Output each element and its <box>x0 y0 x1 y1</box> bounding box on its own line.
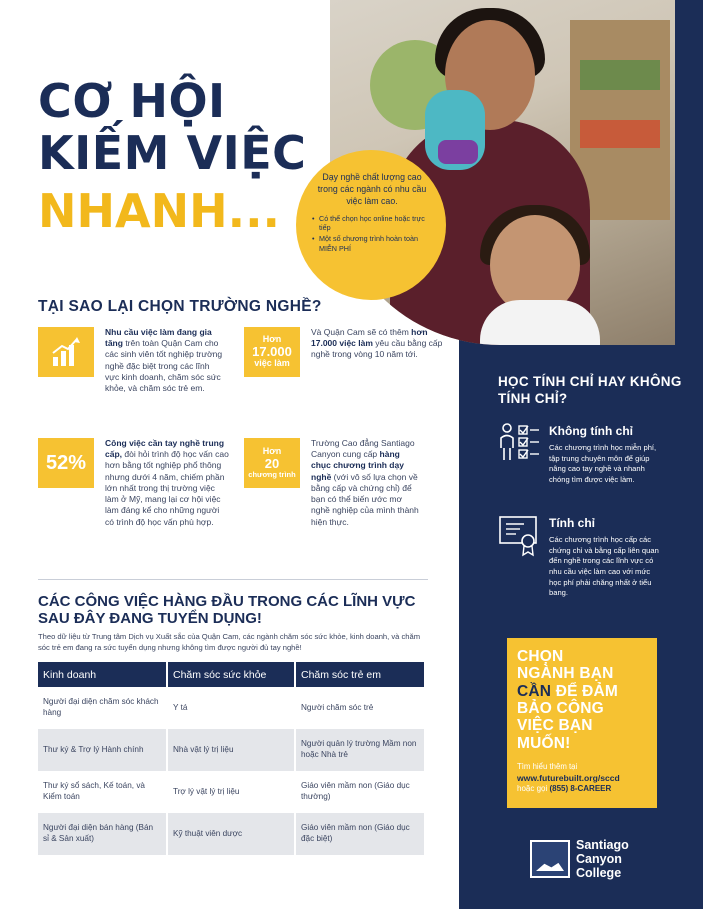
table-cell: Thư ký & Trợ lý Hành chính <box>38 729 168 771</box>
why-block-2-a: Và Quận Cam sẽ có thêm <box>311 327 412 337</box>
top-jobs-title: CÁC CÔNG VIỆC HÀNG ĐẦU TRONG CÁC LĨNH VỰC SAU ĐÂY ĐANG TUYỂN DỤNG! <box>38 593 416 628</box>
noncredit-title: Không tính chỉ <box>549 424 633 438</box>
table-cell: Giáo viên mầm non (Giáo dục đặc biệt) <box>296 813 426 855</box>
college-name <box>576 838 629 880</box>
why-block-1 <box>105 327 225 394</box>
photo-shelf-books <box>580 60 660 90</box>
college-logo <box>530 838 629 880</box>
table-header: Chăm sóc trẻ em <box>296 662 426 687</box>
why-block-4-bold: hàng chục chương trình dạy nghề <box>311 449 404 482</box>
percent-tile: 52% <box>38 438 94 488</box>
why-block-2 <box>311 327 451 361</box>
bubble-point: • Có thể chọn học online hoặc trực tiếp <box>312 214 432 233</box>
table-cell: Người đại diện bán hàng (Bán sỉ & Sản xuất) <box>38 813 168 855</box>
why-block-3-text: đòi hỏi trình độ học vấn cao hơn bằng tốt nghiệp phổ thông nhưng dưới 4 năm, chiếm phần lớn nhất trong thị trường việc làm ở Mỹ, mang lại cơ hội việc làm đáng kể cho những người có trình độ học vấn phù hợp. <box>105 449 229 527</box>
college-name-line-1: Santiago <box>576 838 629 852</box>
certificate-icon <box>497 513 541 557</box>
why-block-4 <box>311 438 419 528</box>
cta-line-3-rest: ĐỂ ĐẢM <box>551 682 619 700</box>
cta-line-2: NGÀNH BẠN <box>517 665 614 683</box>
top-jobs-intro: Theo dữ liệu từ Trung tâm Dịch vụ Xuất sắc của Quận Cam, các ngành chăm sóc sức khỏe, kinh doanh, và chăm sóc trẻ em đang ra sức tuyển dụng nhưng không tìm được người đủ tay nghề! <box>38 632 421 652</box>
college-name-line-2: Canyon <box>576 852 622 866</box>
noncredit-text: Các chương trình học miễn phí, tập trung chuyên môn để giúp nâng cao tay nghề và nhanh chóng tìm được việc làm. <box>549 443 657 484</box>
tile-2-number: 17.000 <box>252 343 292 359</box>
credit-title: Tính chỉ <box>549 516 595 530</box>
growth-tile <box>38 327 94 377</box>
info-bubble <box>296 150 446 300</box>
table-row <box>38 729 426 771</box>
bubble-list <box>312 214 432 253</box>
tile-4-top: Hơn <box>262 445 282 456</box>
why-block-4-text: (với vô số lựa chọn về bằng cấp và chứng chỉ) để bạn có thể biến ước mơ nghề nghiệp của mình thành hiện thực. <box>311 471 419 527</box>
why-block-1-bold: Nhu cầu việc làm đang gia tăng <box>105 327 212 349</box>
headline-line-2: KIẾM VIỆC <box>38 126 307 180</box>
table-row <box>38 771 426 813</box>
bubble-title: Dạy nghề chất lượng cao trong các ngành có nhu cầu việc làm cao. <box>317 172 427 206</box>
cta-box <box>507 638 657 808</box>
cta-line-5: VIỆC BẠN <box>517 717 593 735</box>
jobs-table <box>38 662 426 855</box>
table-cell: Kỹ thuật viên dược <box>168 813 296 855</box>
college-name-line-3: College <box>576 866 622 880</box>
mountain-logo-icon <box>530 840 570 878</box>
table-cell: Người quản lý trường Mầm non hoặc Nhà trẻ <box>296 729 426 771</box>
checklist-person-icon <box>497 420 541 464</box>
headline-line-1: CƠ HỘI <box>38 74 226 128</box>
headline-line-3: NHANH... <box>38 184 281 238</box>
table-cell: Trợ lý vật lý trị liệu <box>168 771 296 813</box>
tile-2-bottom: việc làm <box>254 358 290 369</box>
why-block-3-bold: Công việc cần tay nghề trung cấp, <box>105 438 225 460</box>
table-cell: Thư ký sổ sách, Kế toán, và Kiểm toán <box>38 771 168 813</box>
cta-call <box>517 784 647 793</box>
why-block-2-text: yêu cầu bằng cấp nghề trong vòng 10 năm tới. <box>311 338 443 360</box>
why-section-title: TẠI SAO LẠI CHỌN TRƯỜNG NGHỀ? <box>38 298 322 315</box>
photo-girl-body <box>480 300 600 345</box>
credit-section-title: HỌC TÍNH CHỈ HAY KHÔNG TÍNH CHỈ? <box>498 374 682 406</box>
programs-tile <box>244 438 300 488</box>
bubble-point: • Một số chương trình hoàn toàn MIỄN PHÍ <box>312 234 432 253</box>
why-block-2-bold: hơn 17.000 việc làm <box>311 327 428 349</box>
table-cell: Nhà vật lý trị liệu <box>168 729 296 771</box>
tile-4-bottom: chương trình <box>248 469 296 479</box>
cta-url-link[interactable]: www.futurebuilt.org/sccd <box>517 773 620 784</box>
growth-chart-icon <box>49 335 83 369</box>
why-block-4-a: Trường Cao đẳng Santiago Canyon cung cấp <box>311 438 415 460</box>
table-header: Kinh doanh <box>38 662 168 687</box>
cta-line-6: MUỐN! <box>517 734 571 752</box>
tile-4-number: 20 <box>264 455 280 471</box>
table-header-row <box>38 662 426 687</box>
cta-heading <box>517 648 647 752</box>
table-cell: Người chăm sóc trẻ <box>296 687 426 729</box>
cta-phone-link[interactable]: (855) 8-CAREER <box>549 784 612 794</box>
credit-text: Các chương trình học cấp các chứng chỉ và bằng cấp liên quan đến nghề trong các lĩnh vực có nhu cầu việc làm cao với mức học phí phải chăng nhất ở tiểu bang. <box>549 535 659 598</box>
table-header: Chăm sóc sức khỏe <box>168 662 296 687</box>
photo-glove-cuff <box>438 140 478 164</box>
photo-shelf-books-2 <box>580 120 660 148</box>
tile-2-top: Hơn <box>262 333 282 344</box>
cta-learn-more: Tìm hiểu thêm tại <box>517 762 578 772</box>
table-cell: Người đại diện chăm sóc khách hàng <box>38 687 168 729</box>
table-row <box>38 813 426 855</box>
table-cell: Giáo viên mầm non (Giáo dục thường) <box>296 771 426 813</box>
table-row <box>38 687 426 729</box>
cta-line-4: BẢO CÔNG <box>517 700 604 718</box>
cta-call-text: hoặc gọi <box>517 784 550 794</box>
cta-line-3 <box>517 683 647 700</box>
why-block-3 <box>105 438 230 528</box>
jobs-count-tile <box>244 327 300 377</box>
cta-emphasis: CẦN <box>517 682 552 700</box>
why-block-1-text: trên toàn Quận Cam cho các sinh viên tốt nghiệp trường nghề đặc biệt trong các lĩnh vực kinh doanh, chăm sóc sức khỏe, và chăm sóc trẻ em. <box>105 338 223 394</box>
section-divider <box>38 579 428 580</box>
table-cell: Y tá <box>168 687 296 729</box>
cta-line-1: CHỌN <box>517 648 564 665</box>
headline <box>38 74 307 238</box>
